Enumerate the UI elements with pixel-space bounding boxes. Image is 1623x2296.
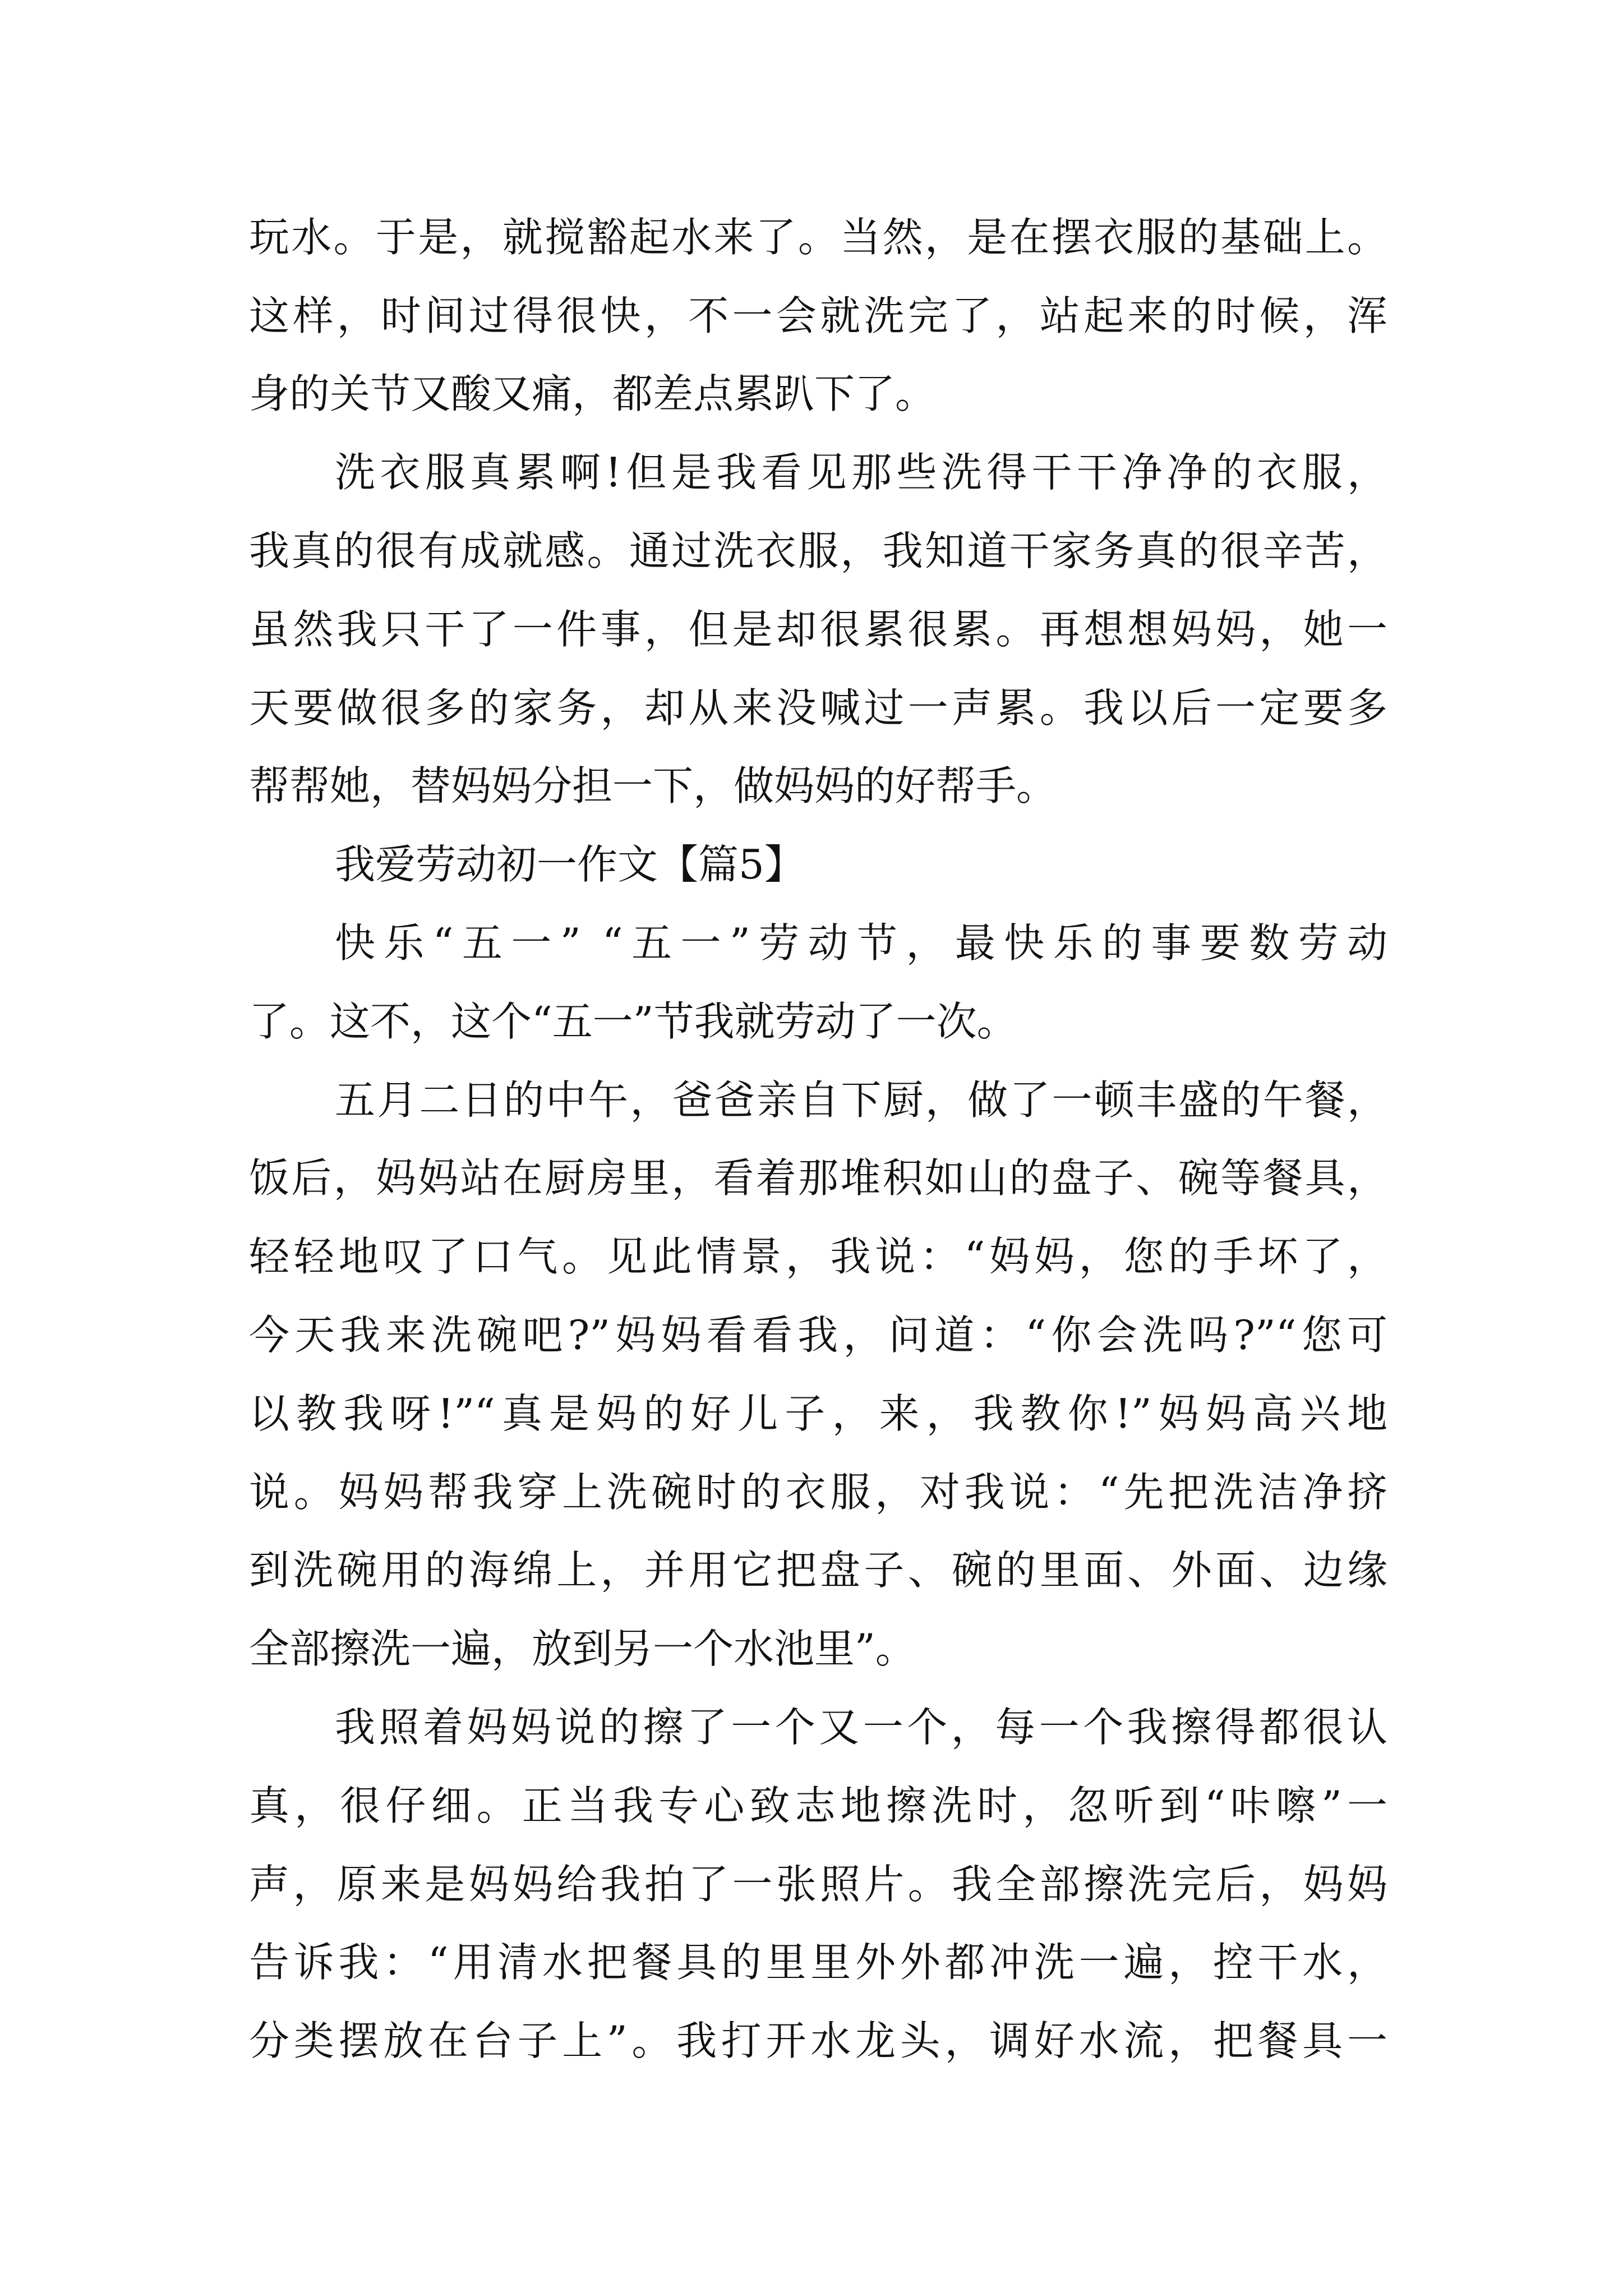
text-line: 这样，时间过得很快，不一会就洗完了，站起来的时候，浑 [249,292,1387,339]
text-line: 天要做很多的家务，却从来没喊过一声累。我以后一定要多 [249,684,1387,731]
section-heading: 我爱劳动初一作文【篇5】 [335,841,805,888]
text-line: 我真的很有成就感。通过洗衣服，我知道干家务真的很辛苦， [249,527,1387,574]
text-line: 到洗碗用的海绵上，并用它把盘子、碗的里面、外面、边缘 [249,1547,1387,1594]
text-line: 以教我呀!”“真是妈的好儿子，来，我教你!”妈妈高兴地 [249,1390,1387,1437]
text-line: 今天我来洗碗吧?”妈妈看看我，问道：“你会洗吗?”“您可 [249,1312,1387,1359]
paragraph-first-line: 洗衣服真累啊!但是我看见那些洗得干干净净的衣服， [335,449,1387,496]
text-line: 说。妈妈帮我穿上洗碗时的衣服，对我说：“先把洗洁净挤 [249,1469,1387,1516]
text-line: 玩水。于是，就搅豁起水来了。当然，是在摆衣服的基础上。 [249,214,1387,261]
text-line: 真，很仔细。正当我专心致志地擦洗时，忽听到“咔嚓”一 [249,1782,1387,1829]
text-line: 轻轻地叹了口气。见此情景，我说：“妈妈，您的手坏了， [249,1233,1387,1280]
text-line: 身的关节又酸又痛，都差点累趴下了。 [249,370,936,417]
paragraph-first-line: 五月二日的中午，爸爸亲自下厨，做了一顿丰盛的午餐， [335,1076,1387,1124]
text-line: 分类摆放在台子上”。我打开水龙头，调好水流，把餐具一 [249,2017,1387,2064]
text-line: 饭后，妈妈站在厨房里，看着那堆积如山的盘子、碗等餐具， [249,1154,1387,1202]
text-line: 告诉我：“用清水把餐具的里里外外都冲洗一遍，控干水， [249,1939,1387,1986]
text-line: 声，原来是妈妈给我拍了一张照片。我全部擦洗完后，妈妈 [249,1861,1387,1908]
paragraph-first-line: 我照着妈妈说的擦了一个又一个，每一个我擦得都很认 [335,1704,1387,1751]
text-line: 全部擦洗一遍，放到另一个水池里”。 [249,1625,916,1672]
text-line: 帮帮她，替妈妈分担一下，做妈妈的好帮手。 [249,762,1057,809]
paragraph-first-line: 快乐“五一” “五一”劳动节，最快乐的事要数劳动 [335,919,1387,967]
text-line: 了。这不，这个“五一”节我就劳动了一次。 [249,998,1017,1045]
text-line: 虽然我只干了一件事，但是却很累很累。再想想妈妈，她一 [249,606,1387,653]
